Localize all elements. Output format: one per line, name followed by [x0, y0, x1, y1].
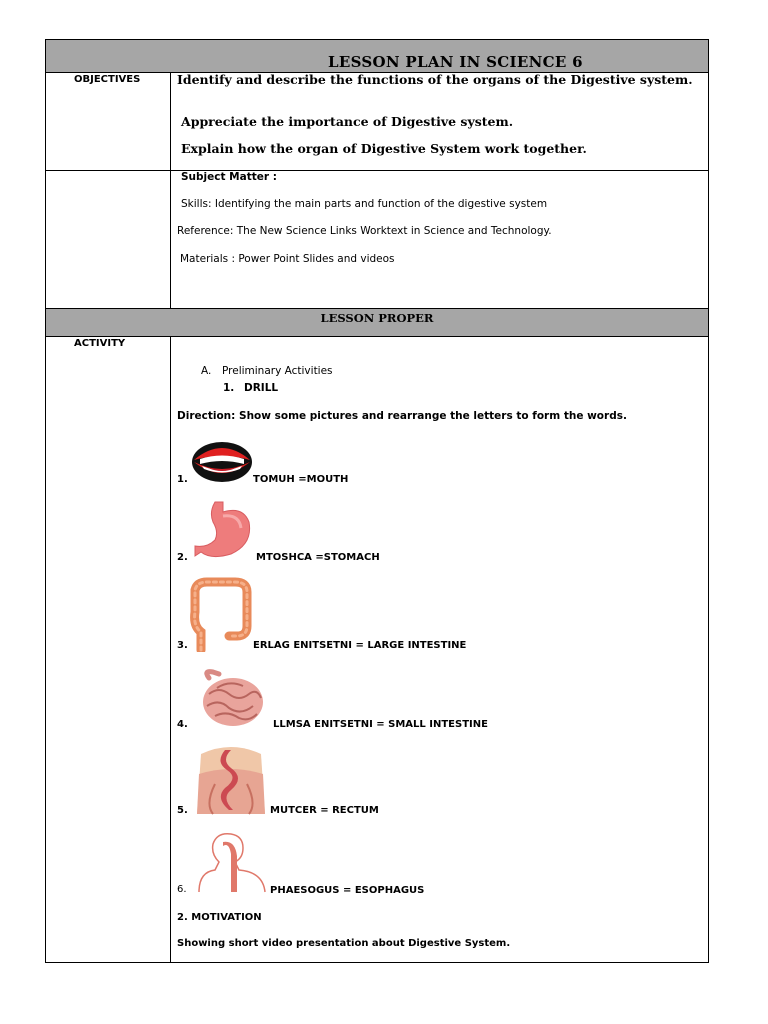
lesson-proper-title: LESSON PROPER [320, 311, 434, 325]
column-divider [170, 336, 171, 962]
item-3-text: ERLAG ENITSETNI = LARGE INTESTINE [253, 640, 467, 651]
activity-label: ACTIVITY [74, 338, 126, 349]
prelim-title: Preliminary Activities [222, 365, 333, 377]
page-title: LESSON PLAN IN SCIENCE 6 [328, 53, 583, 71]
item-6-number: 6. [177, 884, 187, 895]
esophagus-icon [197, 832, 267, 894]
item-3-number: 3. [177, 640, 188, 651]
large-intestine-icon [189, 576, 253, 652]
item-1-text: TOMUH =MOUTH [253, 474, 349, 485]
materials-text: Materials : Power Point Slides and videos [180, 253, 395, 265]
item-6-text: PHAESOGUS = ESOPHAGUS [270, 885, 425, 896]
drill-title: DRILL [244, 382, 279, 394]
item-1-number: 1. [177, 474, 188, 485]
subject-matter-heading: Subject Matter : [181, 171, 277, 183]
rectum-icon [195, 744, 267, 816]
drill-number: 1. [223, 382, 235, 394]
item-2-number: 2. [177, 552, 188, 563]
direction-text: Direction: Show some pictures and rearrange the letters to form the words. [177, 410, 627, 422]
mouth-icon [190, 438, 254, 486]
small-intestine-icon [199, 668, 267, 730]
objectives-label: OBJECTIVES [74, 74, 141, 85]
prelim-letter: A. [201, 365, 212, 377]
divider [46, 170, 708, 171]
item-4-number: 4. [177, 719, 188, 730]
item-5-number: 5. [177, 805, 188, 816]
item-5-text: MUTCER = RECTUM [270, 805, 379, 816]
objective-2: Appreciate the importance of Digestive system. [181, 114, 514, 129]
objective-3: Explain how the organ of Digestive System work together. [181, 141, 587, 156]
divider [46, 336, 708, 337]
motivation-text: Showing short video presentation about Digestive System. [177, 938, 511, 949]
lesson-plan-table [45, 39, 709, 963]
skills-text: Skills: Identifying the main parts and function of the digestive system [181, 198, 548, 210]
motivation-title: 2. MOTIVATION [177, 912, 262, 923]
stomach-icon [193, 500, 253, 562]
reference-text: Reference: The New Science Links Worktext in Science and Technology. [177, 225, 552, 237]
column-divider [170, 72, 171, 308]
objective-1: Identify and describe the functions of the organs of the Digestive system. [177, 72, 693, 87]
item-4-text: LLMSA ENITSETNI = SMALL INTESTINE [273, 719, 488, 730]
item-2-text: MTOSHCA =STOMACH [256, 552, 380, 563]
